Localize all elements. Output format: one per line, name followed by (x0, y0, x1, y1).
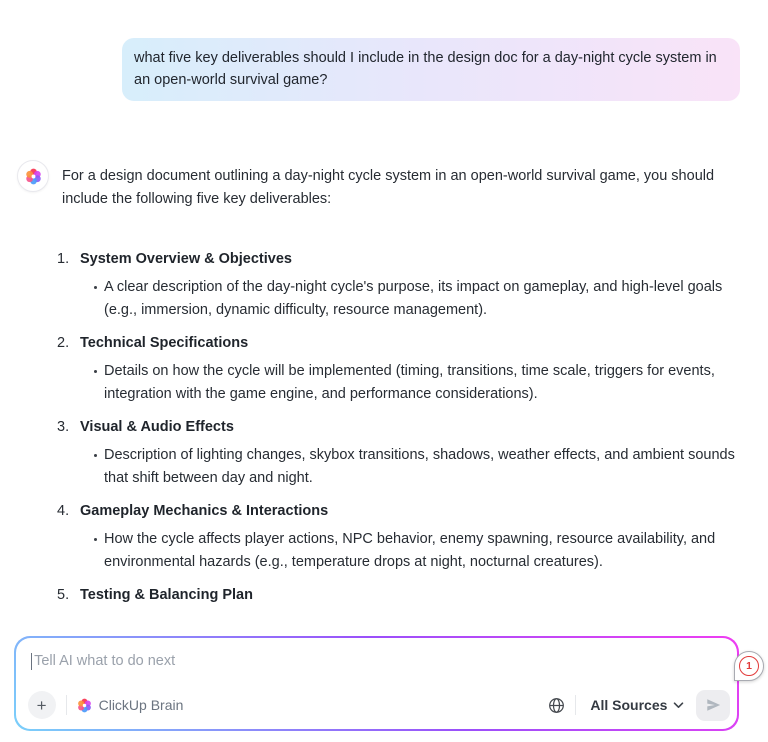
bullet-dot (94, 454, 97, 457)
item-number: 4. (57, 503, 70, 519)
input-placeholder: Tell AI what to do next (34, 653, 176, 670)
bullet-dot (94, 370, 97, 373)
item-title: Gameplay Mechanics & Interactions (80, 503, 329, 519)
bullet-text: Description of lighting changes, skybox transitions, shadows, weather effects, and ambient sounds that shift between day and night. (104, 447, 735, 486)
item-title: Testing & Balancing Plan (80, 587, 253, 603)
send-button[interactable] (696, 690, 730, 721)
divider (66, 695, 67, 715)
composer-toolbar (28, 690, 731, 720)
divider (575, 695, 576, 715)
sources-dropdown[interactable] (590, 697, 684, 713)
sources-label: All Sources (590, 697, 668, 714)
bullet-dot (94, 286, 97, 289)
ai-response-intro: For a design document outlining a day-night cycle system in an open-world survival game, you should include the following five key deliverables: (62, 168, 715, 207)
item-number: 2. (57, 335, 70, 351)
list-item (57, 584, 739, 606)
message-input[interactable] (16, 638, 738, 670)
deliverables-list (57, 248, 739, 617)
web-search-button[interactable] (548, 697, 565, 714)
item-number: 3. (57, 419, 70, 435)
globe-icon (548, 697, 565, 714)
item-number: 5. (57, 587, 70, 603)
chevron-down-icon (673, 702, 684, 709)
clickup-brain-logo-icon (77, 698, 92, 713)
bullet-dot (94, 538, 97, 541)
bullet-text: How the cycle affects player actions, NPC behavior, enemy spawning, resource availability, and environmental hazards (e.g., temperature drops at night, nocturnal creatures). (104, 531, 716, 570)
composer-inner (16, 638, 738, 730)
list-item (57, 416, 739, 489)
model-selector-clickup-brain[interactable] (77, 697, 184, 713)
clickup-brain-logo-icon (25, 168, 42, 185)
brain-label: ClickUp Brain (98, 697, 184, 714)
list-item (57, 332, 739, 405)
bullet-text: Details on how the cycle will be implemented (timing, transitions, time scale, triggers for events, integration with the game engine, and performance considerations). (104, 363, 715, 402)
item-title: Technical Specifications (80, 335, 249, 351)
send-icon (705, 697, 722, 713)
ai-avatar (17, 160, 49, 192)
bullet-text: A clear description of the day-night cycle's purpose, its impact on gameplay, and high-level goals (e.g., immersion, dynamic difficulty, resource management). (104, 279, 723, 318)
list-item (57, 248, 739, 321)
composer-box (14, 636, 739, 731)
annotation-badge: 1 (739, 656, 759, 676)
item-title: Visual & Audio Effects (80, 419, 234, 435)
list-item (57, 500, 739, 573)
item-title: System Overview & Objectives (80, 251, 292, 267)
item-number: 1. (57, 251, 70, 267)
user-message-bubble: what five key deliverables should I include in the design doc for a day-night cycle system in an open-world survival game? (122, 38, 740, 101)
annotation-marker-1 (734, 651, 764, 681)
add-attachment-button[interactable]: + (28, 691, 56, 719)
text-caret (31, 653, 33, 670)
